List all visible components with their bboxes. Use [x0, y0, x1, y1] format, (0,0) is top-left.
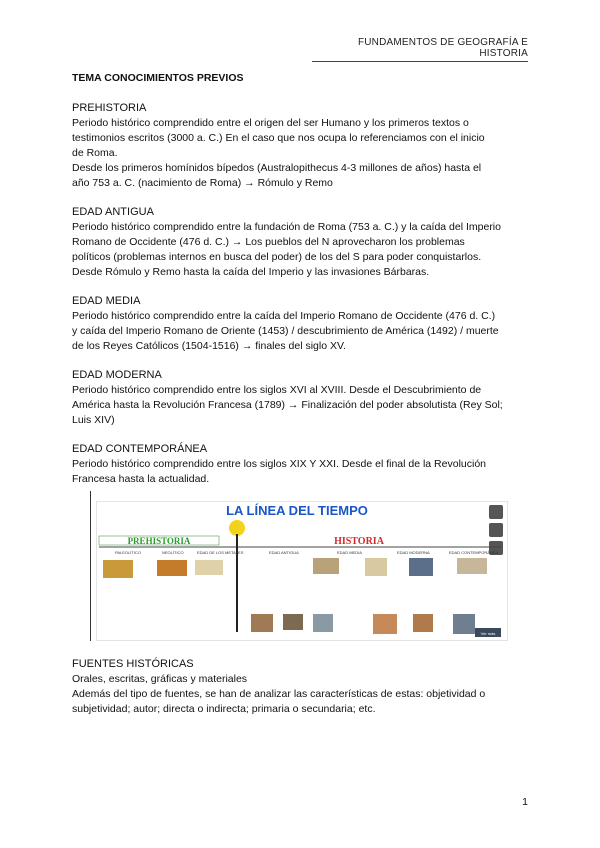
section-heading: EDAD MEDIA [72, 295, 141, 307]
section-line: de los Reyes Católicos (1504-1516) → finales del siglo XV. [72, 340, 346, 352]
section-line: año 753 a. C. (nacimiento de Roma) → Rómulo y Remo [72, 177, 333, 189]
period-label: EDAD DE LOS METALES [197, 550, 244, 555]
section-edad-moderna [72, 368, 530, 428]
section-line: Periodo histórico comprendido entre la caída del Imperio Romano de Occidente (476 d. C.) [72, 310, 496, 322]
origin-marker [229, 520, 245, 536]
section-line: Desde Rómulo y Remo hasta la caída del Imperio y las invasiones Bárbaras. [72, 266, 430, 278]
period-image [453, 614, 475, 634]
section-line: Luis XIV) [72, 414, 115, 426]
section-line: Francesa hasta la actualidad. [72, 473, 210, 485]
heart-icon [489, 505, 503, 519]
historia-label: HISTORIA [334, 536, 384, 547]
timeline-title: LA LÍNEA DEL TIEMPO [226, 503, 368, 518]
section-line: Desde los primeros homínidos bípedos (Australopithecus 4-3 millones de años) hasta el [72, 162, 482, 174]
period-image [365, 558, 387, 576]
section-edad-contemporanea [72, 442, 530, 487]
period-image [195, 560, 223, 575]
section-line: Orales, escritas, gráficas y materiales [72, 673, 248, 685]
period-image [251, 614, 273, 632]
share-icon [489, 523, 503, 537]
timeline-graphic [97, 502, 507, 640]
period-label: EDAD MEDIA [337, 550, 362, 555]
section-heading: EDAD ANTIGUA [72, 206, 154, 218]
period-label: EDAD ANTIGUA [269, 550, 299, 555]
period-image [409, 558, 433, 576]
period-image [413, 614, 433, 632]
period-label: NEOLÍTICO [162, 550, 184, 555]
section-heading: EDAD MODERNA [72, 369, 162, 381]
section-fuentes [72, 657, 530, 717]
period-image [283, 614, 303, 630]
section-edad-media [72, 294, 530, 354]
period-label: EDAD CONTEMPORÁNEA [449, 550, 499, 555]
section-line: América hasta la Revolución Francesa (1789) → Finalización del poder absolutista (Rey Sol; [72, 399, 503, 411]
period-image [373, 614, 397, 634]
period-image [313, 614, 333, 632]
document-body [72, 72, 530, 731]
period-image [313, 558, 339, 574]
document-title: TEMA CONOCIMIENTOS PREVIOS [72, 72, 244, 84]
section-line: Además del tipo de fuentes, se han de analizar las características de estas: objetividad o [72, 688, 486, 700]
section-prehistoria [72, 101, 530, 191]
section-line: subjetividad; autor; directa o indirecta; primaria o secundaria; etc. [72, 703, 376, 715]
section-edad-antigua [72, 205, 530, 280]
section-line: testimonios escritos (3000 a. C.) En el caso que nos ocupa lo referenciamos con el inicio [72, 132, 485, 144]
timeline-image [96, 501, 508, 641]
period-image [457, 558, 487, 574]
period-image [157, 560, 187, 576]
period-label: PALEOLÍTICO [115, 550, 141, 555]
section-heading: FUENTES HISTÓRICAS [72, 658, 194, 670]
section-heading: EDAD CONTEMPORÁNEA [72, 443, 208, 455]
section-line: Periodo histórico comprendido entre el origen del ser Humano y los primeros textos o [72, 117, 469, 129]
period-image [103, 560, 133, 578]
figure-rule [90, 491, 91, 641]
period-label: EDAD MODERNA [397, 550, 430, 555]
section-line: políticos (problemas internos en busca del poder) de los del S para poder conquistarlos. [72, 251, 482, 263]
timeline-figure [90, 491, 506, 643]
prehistoria-label: PREHISTORIA [127, 536, 191, 546]
section-line: de Roma. [72, 147, 118, 159]
running-header: FUNDAMENTOS DE GEOGRAFÍA E HISTORIA [312, 37, 528, 62]
section-heading: PREHISTORIA [72, 102, 147, 114]
page-number: 1 [522, 796, 528, 808]
section-line: y caída del Imperio Romano de Oriente (1453) / descubrimiento de América (1492) / muerte [72, 325, 499, 337]
section-line: Periodo histórico comprendido entre los siglos XIX Y XXI. Desde el final de la Revolución [72, 458, 487, 470]
section-line: Romano de Occidente (476 d. C.) → Los pueblos del N aprovecharon los problemas [72, 236, 465, 248]
badge-label: Ver más [480, 631, 496, 636]
section-line: Periodo histórico comprendido entre los siglos XVI al XVIII. Desde el Descubrimiento de [72, 384, 482, 396]
section-line: Periodo histórico comprendido entre la fundación de Roma (753 a. C.) y la caída del Imperio [72, 221, 501, 233]
